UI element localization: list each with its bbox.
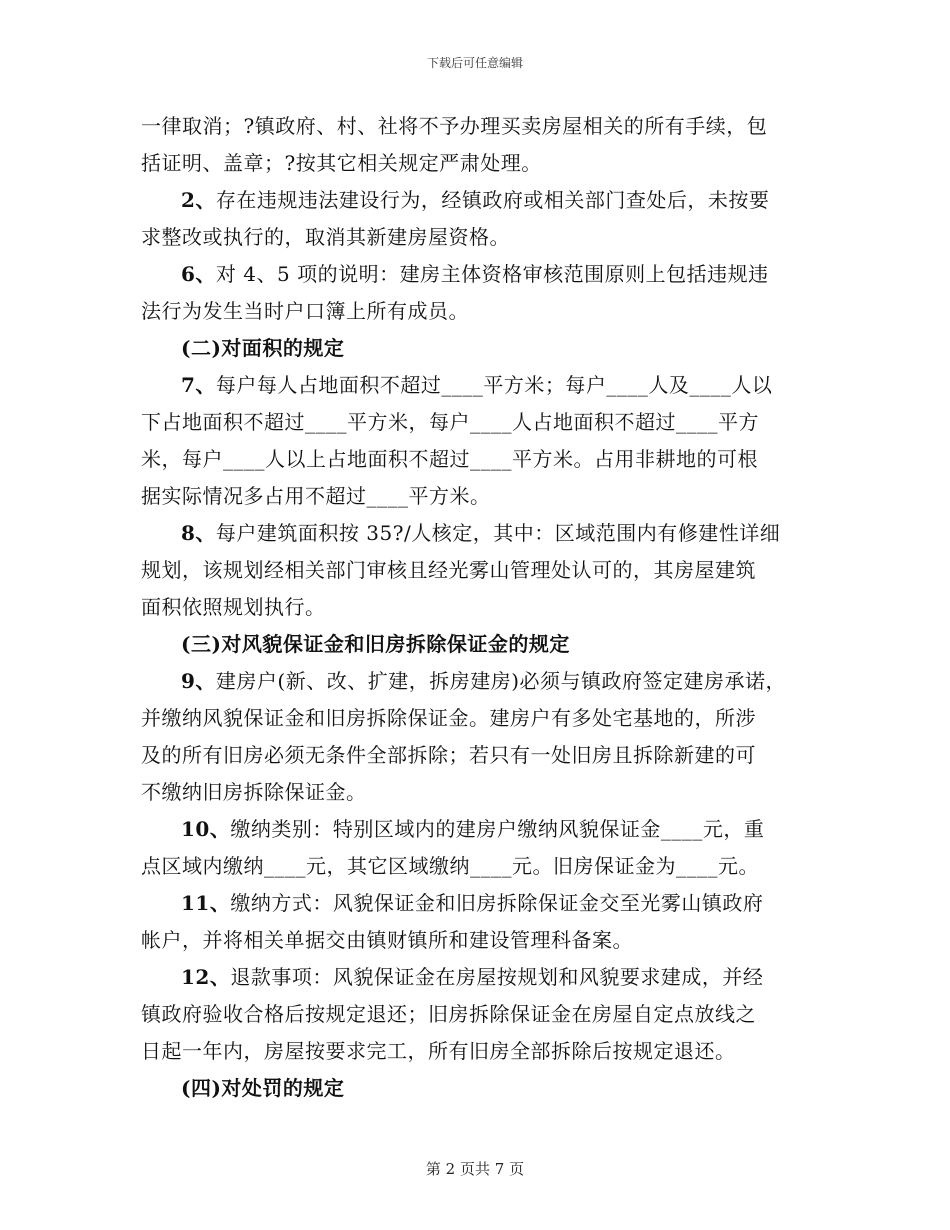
paragraph-line [141,959,809,996]
line-text: 镇政府验收合格后按规定退还；旧房拆除保证金在房屋自定点放线之 [141,1002,756,1026]
paragraph-line [141,1033,809,1070]
paragraph-line [141,663,809,700]
paragraph [141,256,809,330]
line-text: 括证明、盖章；?按其它相关规定严肃处理。 [141,151,542,175]
line-text: 求整改或执行的，取消其新建房屋资格。 [141,225,510,249]
line-text: 缴纳方式：风貌保证金和旧房拆除保证金交至光雾山镇政府 [230,891,764,915]
line-text: 不缴纳旧房拆除保证金。 [141,780,367,804]
paragraph-line [141,219,809,256]
paragraph-line [141,996,809,1033]
paragraph-line [141,404,809,441]
paragraph-line [141,700,809,737]
paragraph-line [141,293,809,330]
paragraph [141,811,809,885]
line-text: 点区域内缴纳____元，其它区域缴纳____元。旧房保证金为____元。 [141,854,759,878]
line-text: 日起一年内，房屋按要求完工，所有旧房全部拆除后按规定退还。 [141,1039,736,1063]
page-header: 下载后可任意编辑 [426,56,523,70]
paragraph [141,367,809,515]
paragraph-line [141,922,809,959]
item-number: 7、 [181,373,216,397]
item-number: 12、 [181,965,231,989]
item-number: 6、 [181,262,216,286]
item-number: 2、 [181,188,216,212]
section-heading: (二)对面积的规定 [181,336,345,360]
line-text: 每户建筑面积按 35?/人核定，其中：区域范围内有修建性详细 [215,521,781,545]
paragraph-line [141,848,809,885]
paragraph-line [141,441,809,478]
paragraph [141,885,809,959]
paragraph [141,108,809,182]
paragraph-line [141,885,809,922]
line-text: 一律取消；?镇政府、村、社将不予办理买卖房屋相关的所有手续，包 [141,114,768,138]
line-text: 及的所有旧房必须无条件全部拆除；若只有一处旧房且拆除新建的可 [141,743,756,767]
line-text: 下占地面积不超过____平方米，每户____人占地面积不超过____平方 [141,410,759,434]
item-number: 11、 [181,891,231,915]
paragraph [141,182,809,256]
line-text: 建房户(新、改、扩建，拆房建房)必须与镇政府签定建房承诺， [215,669,787,693]
paragraph-line [141,182,809,219]
line-text: 规划，该规划经相关部门审核且经光雾山管理处认可的，其房屋建筑 [141,558,756,582]
paragraph-line [141,367,809,404]
section-heading: (四)对处罚的规定 [181,1076,345,1100]
paragraph [141,515,809,626]
line-text: 每户每人占地面积不超过____平方米；每户____人及____人以 [215,373,773,397]
item-number: 10、 [181,817,231,841]
paragraph-line [141,108,809,145]
section-heading: (三)对风貌保证金和旧房拆除保证金的规定 [181,632,570,656]
paragraph-line [141,256,809,293]
line-text: 存在违规违法建设行为，经镇政府或相关部门查处后，未按要 [215,188,770,212]
line-text: 并缴纳风貌保证金和旧房拆除保证金。建房户有多处宅基地的，所涉 [141,706,756,730]
line-text: 据实际情况多占用不超过____平方米。 [141,484,491,508]
paragraph-line [141,774,809,811]
paragraph-line [141,737,809,774]
paragraph [141,663,809,811]
item-number: 9、 [181,669,216,693]
paragraph-line [141,552,809,589]
item-number: 8、 [181,521,216,545]
line-text: 面积依照规划执行。 [141,595,326,619]
line-text: 退款事项：风貌保证金在房屋按规划和风貌要求建成，并经 [230,965,764,989]
paragraph-line [141,515,809,552]
paragraph-line [141,145,809,182]
paragraph-line [141,811,809,848]
page-footer: 第 2 页共 7 页 [425,1160,525,1178]
line-text: 缴纳类别：特别区域内的建房户缴纳风貌保证金____元，重 [230,817,765,841]
line-text: 米，每户____人以上占地面积不超过____平方米。占用非耕地的可根 [141,447,758,471]
paragraph-line [141,589,809,626]
line-text: 法行为发生当时户口簿上所有成员。 [141,299,469,323]
paragraph [141,959,809,1070]
line-text: 帐户，并将相关单据交由镇财镇所和建设管理科备案。 [141,928,633,952]
document-body [141,108,809,1107]
paragraph-line [141,478,809,515]
line-text: 对 4、5 项的说明：建房主体资格审核范围原则上包括违规违 [215,262,769,286]
